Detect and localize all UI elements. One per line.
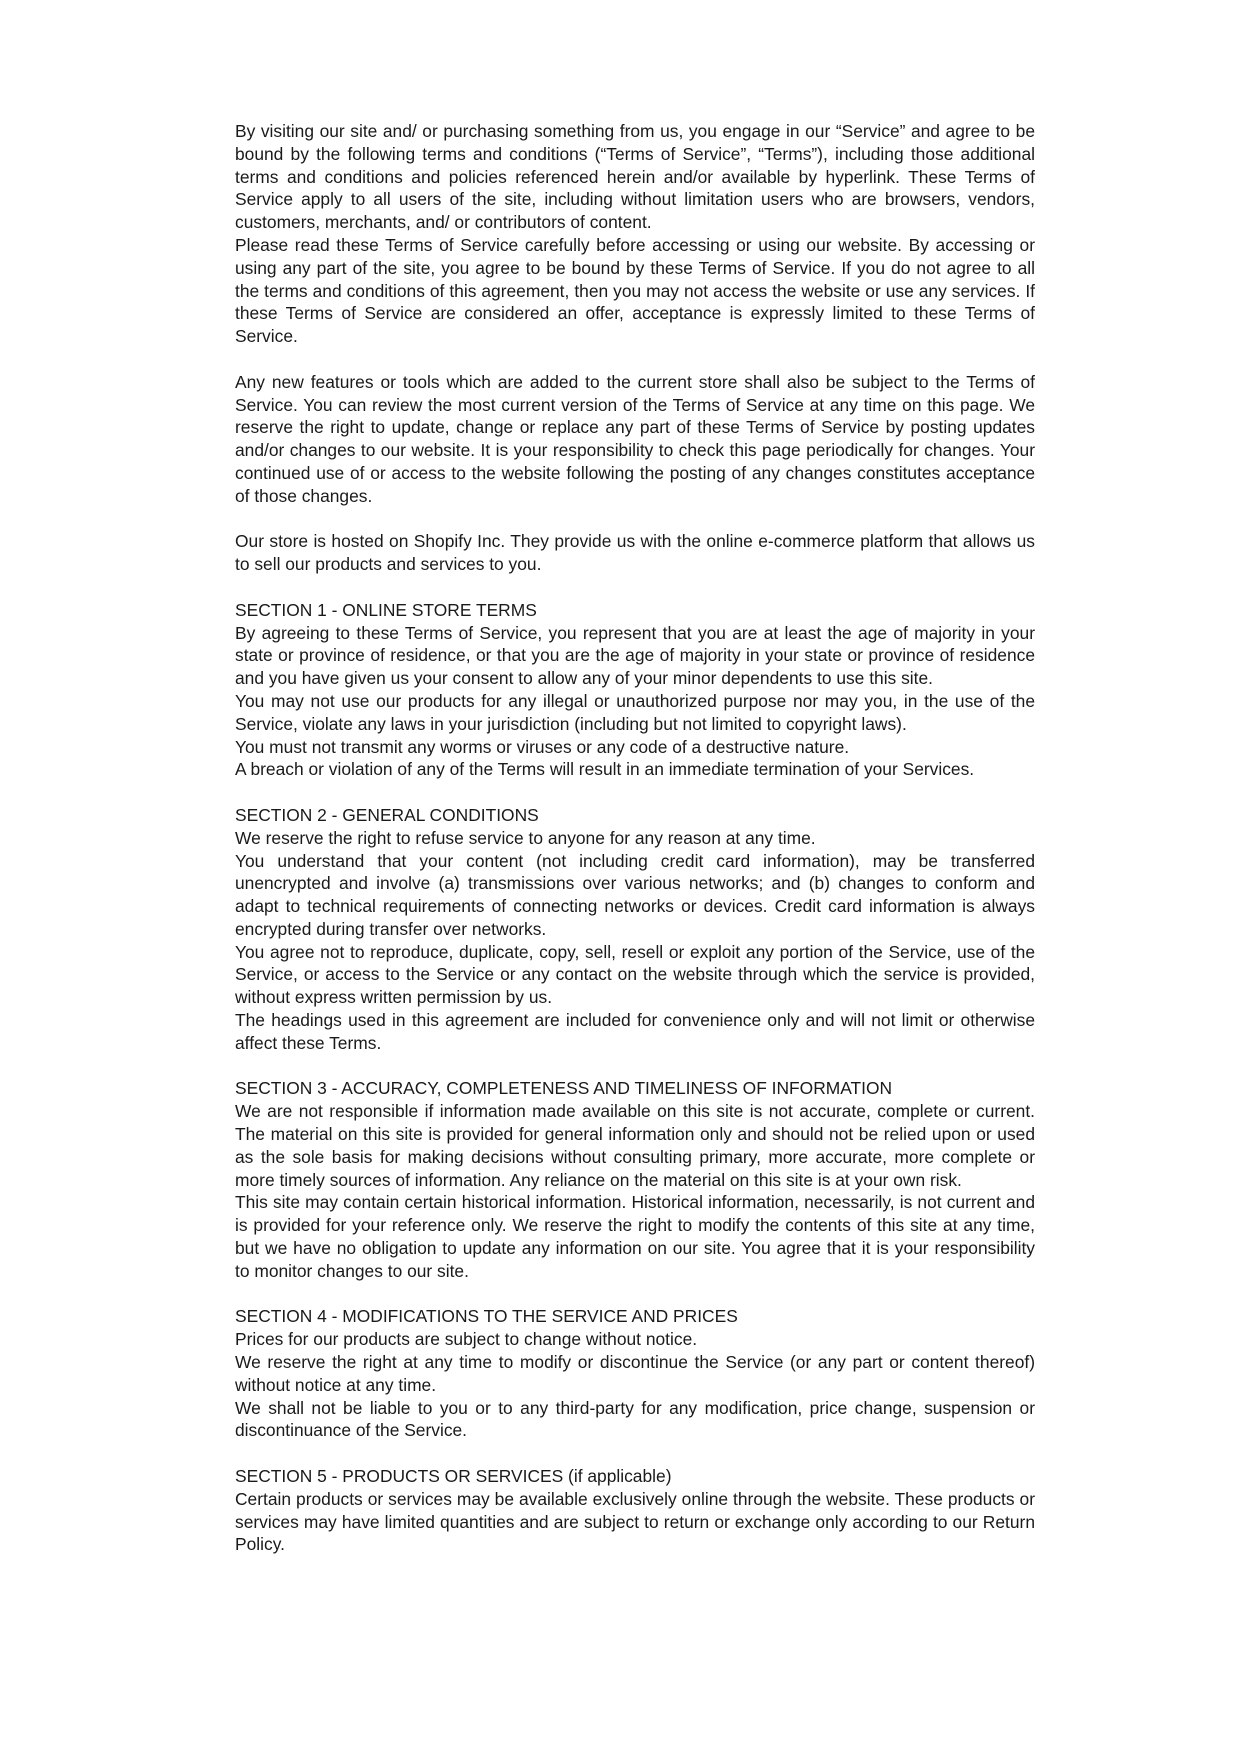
terms-document — [235, 120, 1035, 1556]
section-3-heading: SECTION 3 - ACCURACY, COMPLETENESS AND TIMELINESS OF INFORMATION — [235, 1078, 893, 1099]
section-2-heading: SECTION 2 - GENERAL CONDITIONS — [235, 804, 539, 825]
intro-paragraph: Our store is hosted on Shopify Inc. They provide us with the online e-commerce platform that allows us to sell our products and services to you. — [235, 531, 1035, 575]
section-4-paragraph: We shall not be liable to you or to any third-party for any modification, price change, suspension or discontinuance of the Service. — [235, 1397, 1035, 1441]
section-4-paragraph: We reserve the right at any time to modify or discontinue the Service (or any part or content thereof) without notice at any time. — [235, 1352, 1035, 1395]
paragraph-spacer — [235, 1055, 1035, 1078]
paragraph-spacer — [235, 781, 1035, 804]
intro-paragraph: Please read these Terms of Service carefully before accessing or using our website. By accessing or using any part of the site, you agree to be bound by these Terms of Service. If you do not agree to all the terms and conditions of this agreement, then you may not access the website or use any services. If these Terms of Service are considered an offer, acceptance is expressly limited to these Terms of Service. — [235, 234, 1035, 347]
section-1-paragraph: You must not transmit any worms or viruses or any code of a destructive nature. — [235, 736, 850, 757]
section-2-paragraph: You understand that your content (not including credit card information), may be transferred unencrypted and involve (a) transmissions over various networks; and (b) changes to conform and adapt to technical requirements of connecting networks or devices. Credit card information is always encrypted during transfer over networks. — [235, 850, 1035, 939]
section-1-paragraph: A breach or violation of any of the Terms will result in an immediate termination of your Services. — [235, 759, 975, 780]
intro-paragraph: By visiting our site and/ or purchasing something from us, you engage in our “Service” and agree to be bound by the following terms and conditions (“Terms of Service”, “Terms”), including those additional terms and conditions and policies referenced herein and/or available by hyperlink. These Terms of Service apply to all users of the site, including without limitation users who are browsers, vendors, customers, merchants, and/ or contributors of content. — [235, 121, 1035, 233]
paragraph-spacer — [235, 576, 1035, 599]
paragraph-spacer — [235, 508, 1035, 531]
section-3-paragraph: This site may contain certain historical information. Historical information, necessarily, is not current and is provided for your reference only. We reserve the right to modify the contents of this site at any time, but we have no obligation to update any information on our site. You agree that it is your responsibility to monitor changes to our site. — [235, 1192, 1035, 1281]
paragraph-spacer — [235, 348, 1035, 371]
section-5-paragraph: Certain products or services may be available exclusively online through the website. These products or services may have limited quantities and are subject to return or exchange only according to our Return Policy. — [235, 1488, 1035, 1555]
section-1-paragraph: By agreeing to these Terms of Service, you represent that you are at least the age of majority in your state or province of residence, or that you are the age of majority in your state or province of residence and you have given us your consent to allow any of your minor dependents to use this site. — [235, 622, 1035, 689]
section-3-paragraph: We are not responsible if information made available on this site is not accurate, complete or current. The material on this site is provided for general information only and should not be relied upon or used as the sole basis for making decisions without consulting primary, more accurate, more complete or more timely sources of information. Any reliance on the material on this site is at your own risk. — [235, 1101, 1035, 1190]
section-2-paragraph: We reserve the right to refuse service to anyone for any reason at any time. — [235, 827, 816, 848]
intro-paragraph: Any new features or tools which are added to the current store shall also be subject to the Terms of Service. You can review the most current version of the Terms of Service at any time on this page. We reserve the right to update, change or replace any part of these Terms of Service by posting updates and/or changes to our website. It is your responsibility to check this page periodically for changes. Your continued use of or access to the website following the posting of any changes constitutes acceptance of those changes. — [235, 371, 1035, 506]
section-5-heading: SECTION 5 - PRODUCTS OR SERVICES (if applicable) — [235, 1466, 672, 1487]
paragraph-spacer — [235, 1283, 1035, 1306]
section-2-paragraph: The headings used in this agreement are included for convenience only and will not limit or otherwise affect these Terms. — [235, 1010, 1035, 1053]
section-1-paragraph: You may not use our products for any illegal or unauthorized purpose nor may you, in the use of the Service, violate any laws in your jurisdiction (including but not limited to copyright laws). — [235, 690, 1035, 734]
paragraph-spacer — [235, 1442, 1035, 1465]
section-4-paragraph: Prices for our products are subject to change without notice. — [235, 1329, 698, 1350]
section-4-heading: SECTION 4 - MODIFICATIONS TO THE SERVICE AND PRICES — [235, 1306, 738, 1327]
section-2-paragraph: You agree not to reproduce, duplicate, copy, sell, resell or exploit any portion of the Service, use of the Service, or access to the Service or any contact on the website through which the service is provided, without express written permission by us. — [235, 941, 1035, 1008]
section-1-heading: SECTION 1 - ONLINE STORE TERMS — [235, 599, 537, 620]
